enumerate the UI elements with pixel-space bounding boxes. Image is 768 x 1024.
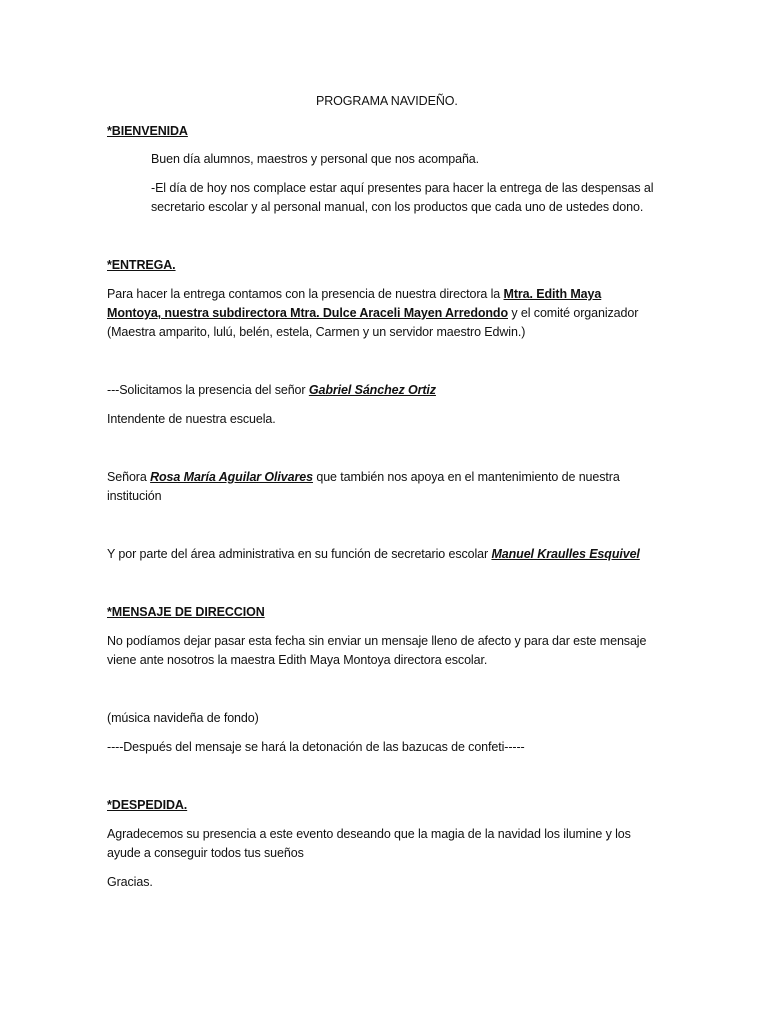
- gracias-line: Gracias.: [107, 875, 153, 889]
- despues-line: ----Después del mensaje se hará la detonación de las bazucas de confeti-----: [107, 740, 525, 754]
- entrega-paragraph-line-3: (Maestra amparito, lulú, belén, estela, Carmen y un servidor maestro Edwin.): [107, 325, 526, 339]
- secretario-name: Manuel Kraulles Esquivel: [491, 547, 640, 561]
- despedida-line-1: Agradecemos su presencia a este evento deseando que la magia de la navidad los ilumine y los: [107, 827, 631, 841]
- institucion-line: institución: [107, 489, 162, 503]
- bienvenida-line-3: secretario escolar y al personal manual, con los productos que cada uno de ustedes dono.: [151, 200, 644, 214]
- section-heading-mensaje: *MENSAJE DE DIRECCION: [107, 605, 265, 619]
- document-title: PROGRAMA NAVIDEÑO.: [316, 94, 458, 108]
- administrativa-line: [107, 544, 640, 564]
- despedida-line-2: ayude a conseguir todos tus sueños: [107, 846, 304, 860]
- section-heading-entrega: *ENTREGA.: [107, 258, 176, 272]
- section-heading-despedida: *DESPEDIDA.: [107, 798, 188, 812]
- intendente-name: Gabriel Sánchez Ortiz: [308, 383, 436, 397]
- entrega-text: Para hacer la entrega contamos con la presencia de nuestra directora la: [107, 287, 504, 301]
- bienvenida-line-2: -El día de hoy nos complace estar aquí presentes para hacer la entrega de las despensas al: [151, 181, 654, 195]
- solicitud-text: ---Solicitamos la presencia del señor: [107, 383, 309, 397]
- entrega-paragraph-line-1: [107, 284, 601, 304]
- entrega-text-comite: y el comité organizador: [508, 306, 639, 320]
- mensaje-line-2: viene ante nosotros la maestra Edith Maya Montoya directora escolar.: [107, 653, 488, 667]
- subdirectora-name: Montoya, nuestra subdirectora Mtra. Dulce Araceli Mayen Arredondo: [107, 306, 508, 320]
- senora-name: Rosa María Aguilar Olivares: [150, 470, 313, 484]
- senora-text-2: que también nos apoya en el mantenimiento de nuestra: [312, 470, 620, 484]
- bienvenida-line-1: Buen día alumnos, maestros y personal que nos acompaña.: [151, 152, 480, 166]
- senora-text: Señora: [107, 470, 151, 484]
- mensaje-line-1: No podíamos dejar pasar esta fecha sin enviar un mensaje lleno de afecto y para dar este mensaje: [107, 634, 647, 648]
- musica-line: (música navideña de fondo): [107, 711, 259, 725]
- solicitud-line: [107, 380, 436, 400]
- senora-line: [107, 467, 620, 487]
- administrativa-text: Y por parte del área administrativa en su función de secretario escolar: [107, 547, 492, 561]
- entrega-paragraph-line-2: [107, 303, 638, 323]
- directora-name: Mtra. Edith Maya: [503, 287, 602, 301]
- section-heading-bienvenida: *BIENVENIDA: [107, 124, 188, 138]
- intendente-line: Intendente de nuestra escuela.: [107, 412, 276, 426]
